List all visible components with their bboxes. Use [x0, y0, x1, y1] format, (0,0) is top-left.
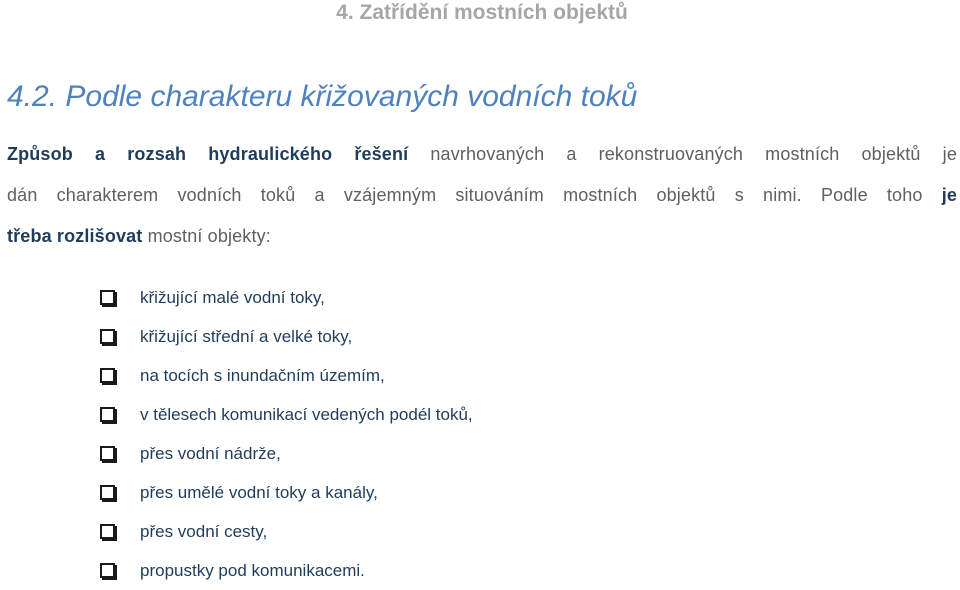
- list-item: [100, 434, 473, 473]
- paragraph-line-2: [7, 175, 957, 216]
- paragraph-line-1: [7, 134, 957, 175]
- list-item-text: křižující malé vodní toky,: [140, 287, 325, 307]
- list-item: [100, 278, 473, 317]
- paragraph-emphasis-3: třeba rozlišovat: [7, 226, 143, 246]
- chapter-title: 4. Zatřídění mostních objektů: [336, 1, 628, 24]
- list-item-text: propustky pod komunikacemi.: [140, 560, 365, 580]
- list-item: [100, 395, 473, 434]
- list-item-text: přes vodní nádrže,: [140, 443, 281, 463]
- paragraph-text-1: navrhovaných a rekonstruovaných mostních objektů je: [408, 144, 957, 164]
- list-item-text: na tocích s inundačním územím,: [140, 365, 385, 385]
- list-item: [100, 551, 473, 590]
- list-item-text: v tělesech komunikací vedených podél toků,: [140, 404, 473, 424]
- list-item: [100, 356, 473, 395]
- checkbox-bullet-icon: [100, 290, 115, 305]
- paragraph-emphasis-1: Způsob a rozsah hydraulického řešení: [7, 144, 409, 164]
- list-item-text: křižující střední a velké toky,: [140, 326, 353, 346]
- bridge-type-list: [100, 278, 473, 590]
- list-item-text: přes umělé vodní toky a kanály,: [140, 482, 378, 502]
- checkbox-bullet-icon: [100, 446, 115, 461]
- section-title: 4.2. Podle charakteru křižovaných vodních toků: [7, 80, 638, 113]
- paragraph-emphasis-2: je: [941, 185, 957, 205]
- checkbox-bullet-icon: [100, 368, 115, 383]
- list-item: [100, 317, 473, 356]
- checkbox-bullet-icon: [100, 563, 115, 578]
- paragraph-text-3: mostní objekty:: [142, 226, 271, 246]
- paragraph-line-3: [7, 216, 957, 257]
- checkbox-bullet-icon: [100, 407, 115, 422]
- list-item: [100, 473, 473, 512]
- list-item-text: přes vodní cesty,: [140, 521, 268, 541]
- checkbox-bullet-icon: [100, 485, 115, 500]
- checkbox-bullet-icon: [100, 329, 115, 344]
- paragraph-text-2: dán charakterem vodních toků a vzájemným situováním mostních objektů s nimi. Podle toho: [7, 185, 942, 205]
- checkbox-bullet-icon: [100, 524, 115, 539]
- list-item: [100, 512, 473, 551]
- intro-paragraph: [7, 134, 957, 257]
